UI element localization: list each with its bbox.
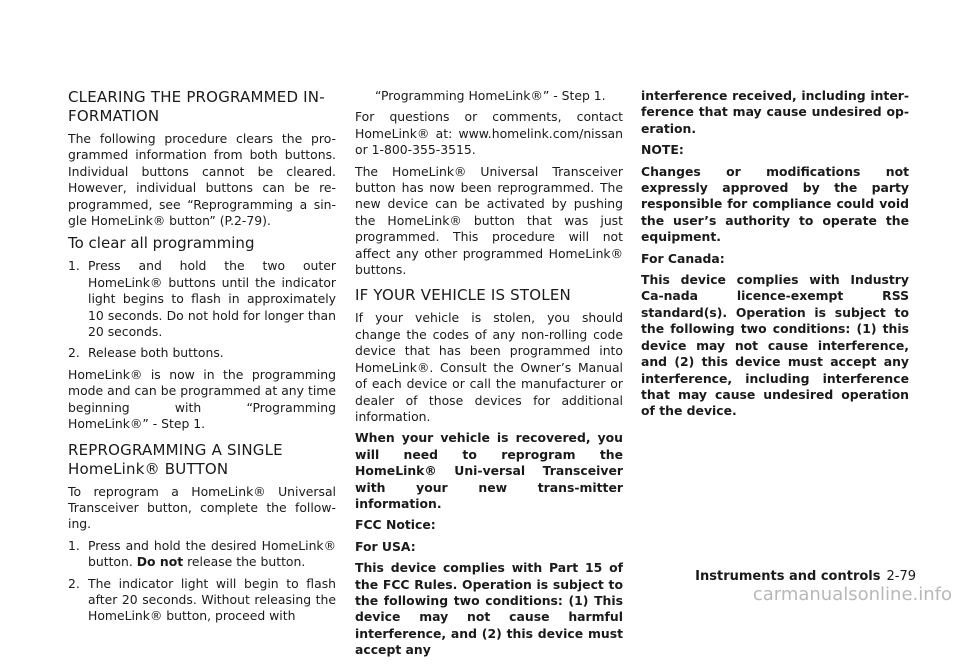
clear-steps-list: [68, 258, 336, 361]
column-3: [641, 88, 909, 425]
reprogram-steps-list: [68, 538, 336, 625]
note-label: NOTE:: [641, 142, 684, 158]
page-footer: [695, 569, 916, 584]
paragraph-interference: interference received, including inter-ference that may cause undesired op-eration.: [641, 88, 909, 136]
paragraph-part15: This device complies with Part 15 of the FCC Rules. Operation is subject to the following two conditions: (1) This device may not cause harmful interference, and (2) this device must accept any: [355, 560, 623, 658]
for-usa-label: For USA:: [355, 538, 416, 554]
column-2: [355, 88, 623, 664]
paragraph-recovered: When your vehicle is recovered, you will need to reprogram the HomeLink® Uni-versal Transceiver with your new trans-mitter information.: [355, 430, 623, 511]
paragraph-reprogrammed: The HomeLink® Universal Transceiver button has now been reprogrammed. The new device can be activated by pushing the HomeLink® button that was just programmed. This procedure will not affect any other programmed HomeLink® buttons.: [355, 163, 623, 278]
list-item: 1. Press and hold the desired HomeLink® button. Do not release the button.: [68, 537, 336, 570]
watermark: carmanualsonline.info: [752, 584, 952, 605]
paragraph-clearing: The following procedure clears the pro-grammed information from both buttons. Individual buttons cannot be cleared. However, individual buttons can be re-programmed, see “Reprogramming a sin-gle HomeLink® button” (P.2-79).: [68, 131, 336, 229]
paragraph-programming-mode: HomeLink® is now in the programming mode and can be programmed at any time beginning with “Programming HomeLink®” - Step 1.: [68, 366, 336, 432]
paragraph-stolen: If your vehicle is stolen, you should change the codes of any non-rolling code device that has been programmed into HomeLink®. Consult the Owner’s Manual of each device or call the manufacturer or dealer of those devices for additional information.: [355, 310, 623, 424]
paragraph-contact: For questions or comments, contact HomeLink® at: www.homelink.com/nissan or 1-800-355-3515.: [355, 109, 623, 158]
paragraph-changes: Changes or modifications not expressly approved by the party responsible for compliance could void the user’s authority to operate the equipment.: [641, 163, 909, 245]
heading-stolen: IF YOUR VEHICLE IS STOLEN: [355, 286, 571, 305]
paragraph-reprogramming: To reprogram a HomeLink® Universal Transceiver button, complete the follow-ing.: [68, 483, 336, 532]
heading-clearing: CLEARING THE PROGRAMMED IN-FORMATION: [68, 88, 325, 125]
list-item: 1. Press and hold the two outer HomeLink® buttons until the indicator light begins to flash in approximately 10 seconds. Do not hold for longer than 20 seconds.: [68, 258, 336, 340]
page-number: 2-79: [886, 569, 916, 584]
list-item: 2. The indicator light will begin to flash after 20 seconds. Without releasing the HomeLink® button, proceed with: [68, 575, 336, 624]
fcc-notice-label: FCC Notice:: [355, 517, 436, 533]
step-continuation: “Programming HomeLink®” - Step 1.: [375, 88, 606, 103]
heading-reprogramming: REPROGRAMMING A SINGLE HomeLink® BUTTON: [68, 440, 283, 478]
list-item: 2. Release both buttons.: [68, 345, 224, 361]
for-canada-label: For Canada:: [641, 250, 725, 266]
footer-section: Instruments and controls: [695, 569, 881, 584]
heading-to-clear-all: To clear all programming: [68, 234, 255, 253]
paragraph-industry-canada: This device complies with Industry Ca-nada licence-exempt RSS standard(s). Operation is subject to the following two conditions: (1) this device may not cause interference, and (2) this device must accept any interference, including interference that may cause undesired operation of the device.: [641, 272, 909, 419]
column-1: [68, 88, 336, 630]
